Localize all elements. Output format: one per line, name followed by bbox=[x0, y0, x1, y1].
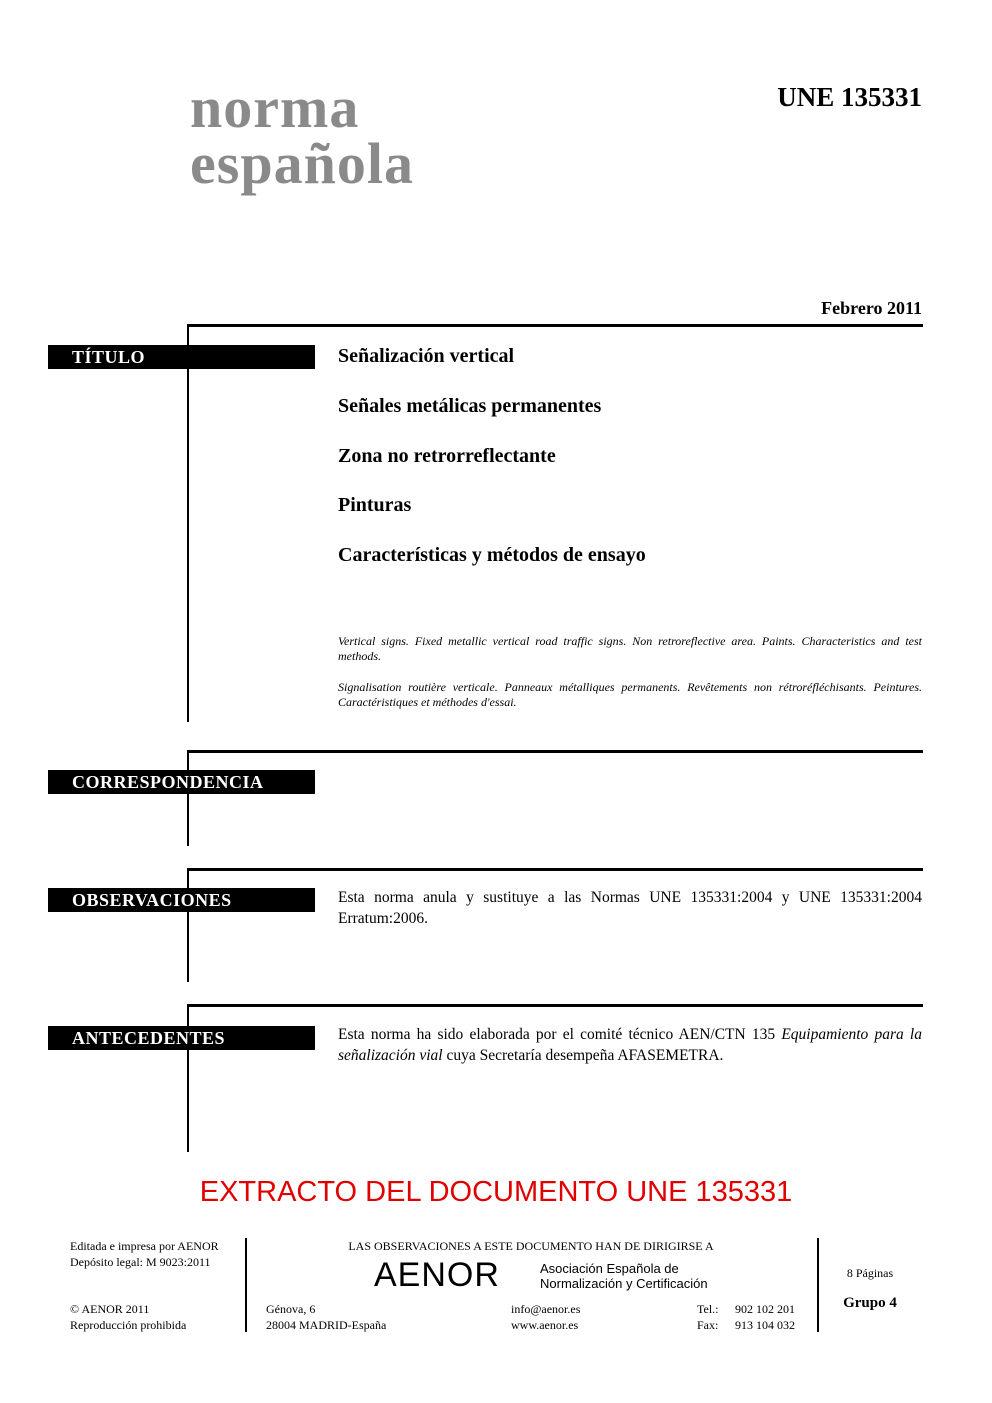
committee-name: Equipamiento para la señalización vial bbox=[338, 1026, 922, 1064]
aenor-logo-wordmark: AENOR bbox=[374, 1256, 500, 1294]
aenor-full-name-line-2: Normalización y Certificación bbox=[540, 1276, 708, 1291]
footer-separator-right bbox=[817, 1238, 819, 1332]
title-line-3: Zona no retrorreflectante bbox=[338, 445, 556, 467]
label-antecedentes: ANTECEDENTES bbox=[48, 1026, 315, 1050]
footer-tel-label: Tel.: bbox=[697, 1302, 719, 1316]
standard-code: UNE 135331 bbox=[777, 82, 922, 112]
title-english: Vertical signs. Fixed metallic vertical road traffic signs. Non retroreflective area. Paints. Characteristics and test methods. bbox=[338, 634, 922, 663]
title-french: Signalisation routière verticale. Panneaux métalliques permanents. Revêtements non rétroréfléchisants. Peintures. Caractéristiques et méthodes d'essai. bbox=[338, 680, 922, 709]
publication-date: Febrero 2011 bbox=[821, 298, 922, 318]
label-titulo: TÍTULO bbox=[48, 345, 315, 369]
aenor-full-name-line-1: Asociación Española de bbox=[540, 1261, 679, 1276]
section-divider-antecedentes bbox=[188, 1004, 923, 1007]
footer-copyright: © AENOR 2011 bbox=[70, 1302, 150, 1316]
title-line-1: Señalización vertical bbox=[338, 345, 515, 367]
footer-reproduction: Reproducción prohibida bbox=[70, 1318, 187, 1332]
extract-notice: EXTRACTO DEL DOCUMENTO UNE 135331 bbox=[199, 1176, 793, 1208]
section-divider-observaciones bbox=[188, 868, 923, 871]
footer-email: info@aenor.es bbox=[511, 1302, 581, 1316]
observaciones-text: Esta norma anula y sustituye a las Normas UNE 135331:2004 y UNE 135331:2004 Erratum:2006. bbox=[338, 889, 922, 927]
label-observaciones: OBSERVACIONES bbox=[48, 888, 315, 912]
footer-pages: 8 Páginas bbox=[846, 1266, 894, 1280]
footer-group: Grupo 4 bbox=[843, 1295, 897, 1311]
section-rule-titulo bbox=[187, 324, 189, 722]
aenor-full-name bbox=[540, 1261, 708, 1291]
section-divider-correspondencia bbox=[188, 750, 923, 753]
section-rule-observaciones bbox=[187, 868, 189, 982]
section-divider-titulo bbox=[188, 324, 923, 327]
section-rule-correspondencia bbox=[187, 750, 189, 846]
antecedentes-text-after: cuya Secretaría desempeña AFASEMETRA. bbox=[442, 1047, 724, 1064]
footer-edited: Editada e impresa por AENOR bbox=[70, 1239, 219, 1253]
label-correspondencia: CORRESPONDENCIA bbox=[48, 770, 315, 794]
brand-line-1: norma bbox=[190, 75, 360, 140]
footer-tel: 902 102 201 bbox=[735, 1302, 795, 1316]
title-line-4: Pinturas bbox=[338, 494, 412, 516]
brand-line-2: española bbox=[190, 131, 414, 196]
footer-deposit: Depósito legal: M 9023:2011 bbox=[70, 1255, 211, 1269]
footer-address-line-2: 28004 MADRID-España bbox=[266, 1318, 387, 1332]
footer-fax: 913 104 032 bbox=[735, 1318, 795, 1332]
antecedentes-text-before: Esta norma ha sido elaborada por el comité técnico AEN/CTN 135 bbox=[338, 1026, 782, 1043]
antecedentes-text bbox=[338, 1024, 922, 1066]
title-line-2: Señales metálicas permanentes bbox=[338, 395, 602, 417]
footer-fax-label: Fax: bbox=[697, 1318, 719, 1332]
footer-address-line-1: Génova, 6 bbox=[266, 1302, 316, 1316]
title-line-5: Características y métodos de ensayo bbox=[338, 544, 646, 566]
footer-web: www.aenor.es bbox=[511, 1318, 579, 1332]
footer-observations-heading: LAS OBSERVACIONES A ESTE DOCUMENTO HAN DE DIRIGIRSE A bbox=[348, 1239, 714, 1253]
brand-title bbox=[190, 75, 414, 196]
